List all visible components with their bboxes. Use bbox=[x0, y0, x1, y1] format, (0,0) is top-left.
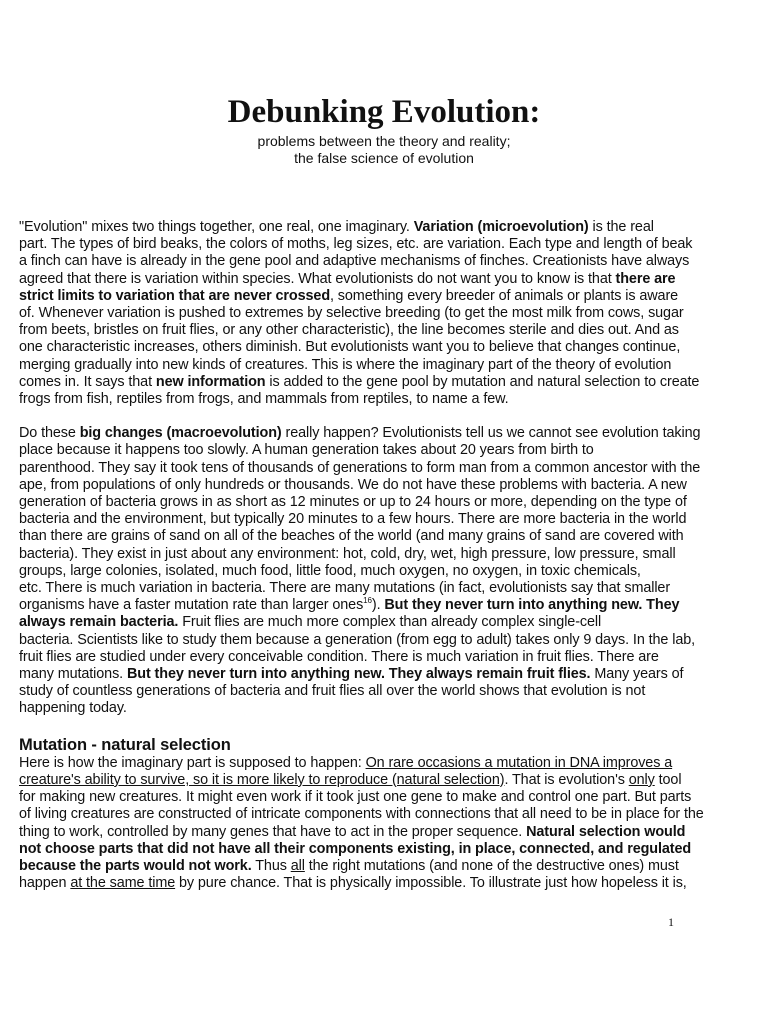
page-subtitle bbox=[0, 133, 768, 166]
text-line bbox=[19, 477, 757, 494]
text-line bbox=[19, 824, 757, 841]
text-line bbox=[19, 683, 757, 700]
page-title: Debunking Evolution: bbox=[227, 94, 541, 130]
text-run: by pure chance. That is physically impossible. To illustrate just how hopeless it is, bbox=[175, 875, 687, 892]
section-heading: Mutation - natural selection bbox=[19, 735, 231, 754]
text-run: is the real bbox=[588, 219, 654, 235]
bold-text: because the parts would not work. bbox=[19, 857, 252, 874]
text-run: happen bbox=[19, 875, 71, 892]
body-paragraph bbox=[19, 219, 757, 408]
text-run: one characteristic increases, others diminish. But evolutionists want you to believe that changes continue, bbox=[19, 339, 681, 356]
text-run: Here is how the imaginary part is supposed to happen: bbox=[19, 754, 366, 771]
underlined-text: only bbox=[628, 771, 655, 788]
underlined-text: at the same time bbox=[70, 875, 176, 892]
footnote-ref: 16 bbox=[363, 596, 372, 606]
text-line bbox=[19, 772, 757, 789]
text-run: Many years of bbox=[590, 666, 684, 683]
text-line bbox=[19, 789, 757, 806]
text-line bbox=[19, 322, 757, 339]
bold-text: new information bbox=[155, 373, 266, 390]
text-line bbox=[19, 546, 757, 563]
text-run: is added to the gene pool by mutation and natural selection to create bbox=[265, 373, 700, 390]
text-run: agreed that there is variation within species. What evolutionists do not want you to know is that bbox=[19, 270, 616, 287]
text-line bbox=[19, 875, 757, 892]
text-line bbox=[19, 563, 757, 580]
underlined-text: On rare occasions a mutation in DNA improves a bbox=[365, 754, 673, 771]
page-number: 1 bbox=[668, 915, 674, 929]
text-run: bacteria. Scientists like to study them because a generation (from egg to adult) takes only 9 days. In the lab, bbox=[19, 631, 696, 648]
text-run: place because it happens too slowly. A human generation takes about 20 years from birth to bbox=[19, 442, 594, 459]
text-line bbox=[19, 288, 757, 305]
text-line bbox=[19, 511, 757, 528]
bold-text: strict limits to variation that are never crossed bbox=[19, 287, 331, 304]
text-line bbox=[19, 580, 757, 597]
text-run: generation of bacteria grows in as short as 12 minutes or up to 24 hours or more, depending on the type of bbox=[19, 494, 687, 511]
text-line bbox=[19, 806, 757, 823]
text-line bbox=[19, 632, 757, 649]
text-run: comes in. It says that bbox=[19, 373, 156, 390]
text-run: Fruit flies are much more complex than already complex single-cell bbox=[178, 614, 602, 631]
text-run: the right mutations (and none of the destructive ones) must bbox=[304, 857, 679, 874]
text-line bbox=[19, 700, 757, 717]
text-line bbox=[19, 649, 757, 666]
text-run: Do these bbox=[19, 425, 80, 442]
bold-text: always remain bacteria. bbox=[19, 614, 179, 631]
document-body bbox=[19, 219, 757, 909]
text-run: study of countless generations of bacteria and fruit flies all over the world shows that evolution is not bbox=[19, 683, 646, 700]
text-line bbox=[19, 339, 757, 356]
text-run: ). bbox=[371, 597, 385, 614]
text-run: groups, large colonies, isolated, much food, little food, much oxygen, no oxygen, in toxic chemicals, bbox=[19, 562, 641, 579]
text-run: many mutations. bbox=[19, 666, 127, 683]
text-run: bacteria). They exist in just about any environment: hot, cold, dry, wet, high pressure, low pressure, small bbox=[19, 545, 676, 562]
text-line bbox=[19, 858, 757, 875]
text-line bbox=[19, 442, 757, 459]
bold-text: Natural selection would bbox=[526, 823, 686, 840]
text-run: for making new creatures. It might even work if it took just one gene to make and control one part. But parts bbox=[19, 789, 692, 806]
text-line bbox=[19, 614, 757, 631]
text-run: ape, from populations of only hundreds or thousands. We do not have these problems with bacteria. A new bbox=[19, 476, 687, 493]
underlined-text: creature's ability to survive, so it is more likely to reproduce (natural selection) bbox=[19, 771, 505, 788]
subtitle-line: problems between the theory and reality; bbox=[257, 133, 511, 149]
text-line bbox=[19, 755, 757, 772]
text-line bbox=[19, 425, 757, 442]
text-run: merging gradually into new kinds of creatures. This is where the imaginary part of the theory of evolution bbox=[19, 356, 672, 373]
text-run: really happen? Evolutionists tell us we cannot see evolution taking bbox=[281, 425, 701, 442]
text-line bbox=[19, 391, 757, 408]
body-paragraph bbox=[19, 425, 757, 717]
text-line bbox=[19, 219, 757, 236]
bold-text: there are bbox=[615, 270, 676, 287]
text-line bbox=[19, 253, 757, 270]
text-line bbox=[19, 494, 757, 511]
text-run: happening today. bbox=[19, 700, 127, 717]
text-run: , something every breeder of animals or plants is aware bbox=[330, 287, 679, 304]
bold-text: not choose parts that did not have all their components existing, in place, connected, and regulated bbox=[19, 840, 692, 857]
text-run: from beets, bristles on fruit flies, or any other characteristic), the line becomes sterile and dies out. And as bbox=[19, 322, 679, 339]
text-run: parenthood. They say it took tens of thousands of generations to form man from a common ancestor with the bbox=[19, 459, 701, 476]
text-line bbox=[19, 236, 757, 253]
text-run: thing to work, controlled by many genes that have to act in the proper sequence. bbox=[19, 823, 527, 840]
text-line bbox=[19, 666, 757, 683]
bold-text: Variation (microevolution) bbox=[413, 219, 589, 235]
text-run: than there are grains of sand on all of the beaches of the world (and many grains of sand are covered with bbox=[19, 528, 684, 545]
text-run: organisms have a faster mutation rate than larger ones bbox=[19, 597, 364, 614]
text-line bbox=[19, 357, 757, 374]
text-line bbox=[19, 460, 757, 477]
text-run: frogs from fish, reptiles from frogs, and mammals from reptiles, to name a few. bbox=[19, 391, 509, 408]
bold-text: But they never turn into anything new. They always remain fruit flies. bbox=[126, 666, 591, 683]
text-line bbox=[19, 597, 757, 614]
text-run: a finch can have is already in the gene pool and adaptive mechanisms of finches. Creationists have always bbox=[19, 253, 690, 270]
text-run: etc. There is much variation in bacteria. There are many mutations (in fact, evolutionists say that smaller bbox=[19, 580, 671, 597]
text-run: . That is evolution's bbox=[504, 771, 629, 788]
text-run: part. The types of bird beaks, the colors of moths, leg sizes, etc. are variation. Each type and length of beak bbox=[19, 236, 693, 253]
text-run: Thus bbox=[251, 857, 291, 874]
text-line bbox=[19, 841, 757, 858]
subtitle-line: the false science of evolution bbox=[294, 149, 474, 166]
underlined-text: all bbox=[290, 857, 305, 874]
bold-text: big changes (macroevolution) bbox=[79, 425, 282, 442]
text-run: "Evolution" mixes two things together, one real, one imaginary. bbox=[19, 219, 414, 235]
text-run: fruit flies are studied under every conceivable condition. There is much variation in fruit flies. There are bbox=[19, 648, 659, 665]
text-line bbox=[19, 271, 757, 288]
bold-text: But they never turn into anything new. They bbox=[384, 597, 680, 614]
text-line bbox=[19, 305, 757, 322]
text-line bbox=[19, 374, 757, 391]
body-paragraph bbox=[19, 755, 757, 893]
text-run: bacteria and the environment, but typically 20 minutes to a few hours. There are more bacteria in the world bbox=[19, 511, 687, 528]
text-run: of living creatures are constructed of intricate components with connections that all need to be in place for the bbox=[19, 806, 704, 823]
text-line bbox=[19, 528, 757, 545]
text-run: of. Whenever variation is pushed to extremes by selective breeding (to get the most milk from cows, sugar bbox=[19, 305, 684, 322]
text-run: tool bbox=[654, 771, 682, 788]
